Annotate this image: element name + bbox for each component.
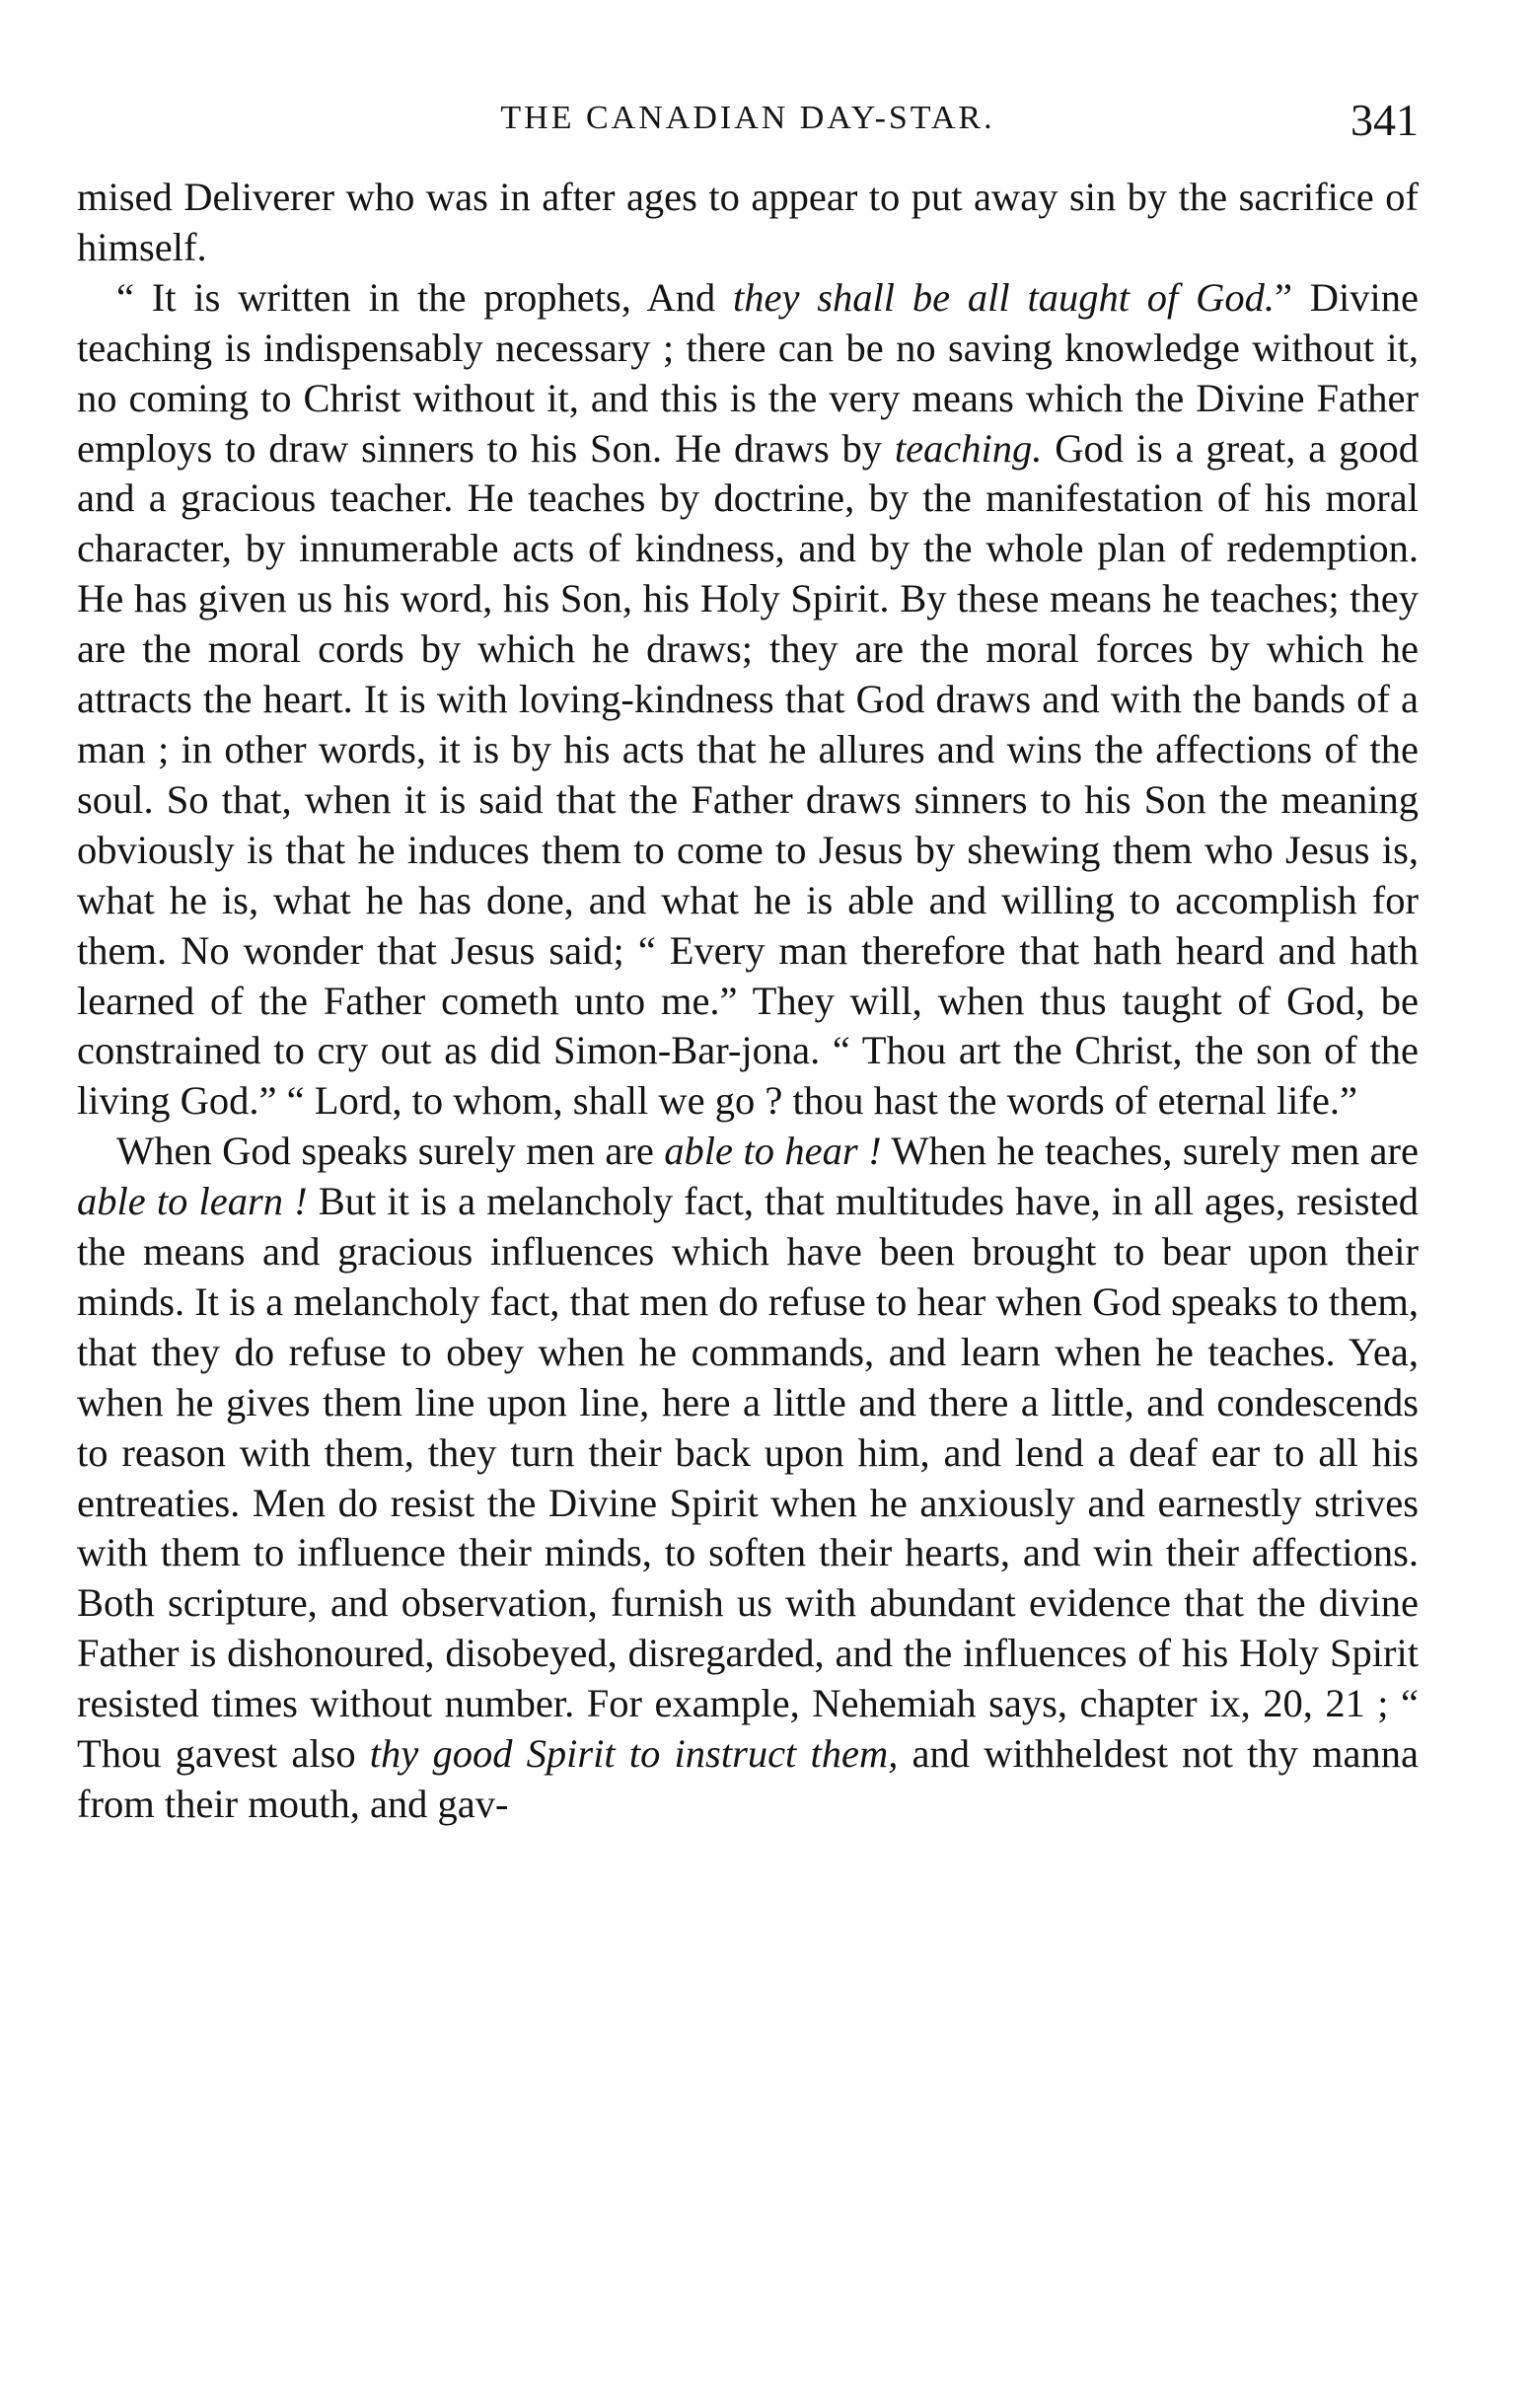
- text-run: ” Divine teaching is indispensably necessary ; there can be no saving knowledge without it, no coming to Christ without it, and this is the very means which the Divine Father employs to draw sinners to his Son. He draws by: [77, 274, 1419, 471]
- paragraph-3: [77, 1127, 1419, 1830]
- italic-run: teaching.: [894, 425, 1043, 471]
- text-run: and withheldest not thy manna from their mouth, and gav-: [77, 1731, 1419, 1826]
- italic-run: they shall be all taught of God.: [733, 274, 1275, 320]
- paragraph-2: [77, 273, 1419, 1127]
- italic-run: able to hear !: [664, 1129, 882, 1174]
- text-run: When he teaches, surely men are: [881, 1129, 1419, 1174]
- italic-run: thy good Spirit to instruct them,: [369, 1731, 899, 1777]
- text-run: mised Deliverer who was in after ages to appear to put away sin by the sacrifice of himself.: [77, 175, 1419, 269]
- text-run: When God speaks surely men are: [116, 1129, 665, 1174]
- text-run: But it is a melancholy fact, that multitudes have, in all ages, resisted the means and gracious influences which have been brought to bear upon their minds. It is a melancholy fact, that men do refuse to hear when God speaks to them, that they do refuse to obey when he commands, and learn when he teaches. Yea, when he gives them line upon line, here a little and there a little, and condescends to reason with them, they turn their back upon him, and lend a deaf ear to all his entreaties. Men do resist the Divine Spirit when he anxiously and earnestly strives with them to influence their minds, to soften their hearts, and win their affections. Both scripture, and observation, furnish us with abundant evidence that the divine Father is dishonoured, disobeyed, disregarded, and the influences of his Holy Spirit resisted times without number. For example, Nehemiah says, chapter ix, 20, 21 ; “ Thou gavest also: [77, 1179, 1419, 1777]
- body-text: [77, 173, 1419, 1830]
- paragraph-1: [77, 173, 1419, 273]
- running-title: THE CANADIAN DAY-STAR.: [500, 100, 995, 136]
- text-run: “ It is written in the prophets, And: [116, 274, 734, 320]
- book-page: [77, 94, 1419, 1830]
- text-run: God is a great, a good and a gracious teacher. He teaches by doctrine, by the manifestation of his moral character, by innumerable acts of kindness, and by the whole plan of redemption. He has given us his word, his Son, his Holy Spirit. By these means he teaches; they are the moral cords by which he draws; they are the moral forces by which he attracts the heart. It is with loving-kindness that God draws and with the bands of a man ; in other words, it is by his acts that he allures and wins the affections of the soul. So that, when it is said that the Father draws sinners to his Son the meaning obviously is that he induces them to come to Jesus by shewing them who Jesus is, what he is, what he has done, and what he is able and willing to accomplish for them. No wonder that Jesus said; “ Every man therefore that hath heard and hath learned of the Father cometh unto me.” They will, when thus taught of God, be constrained to cry out as did Simon-Bar-jona. “ Thou art the Christ, the son of the living God.” “ Lord, to whom, shall we go ? thou hast the words of eternal life.”: [77, 425, 1419, 1124]
- page-number: 341: [1350, 95, 1419, 145]
- running-head: [77, 94, 1419, 173]
- italic-run: able to learn !: [77, 1179, 308, 1224]
